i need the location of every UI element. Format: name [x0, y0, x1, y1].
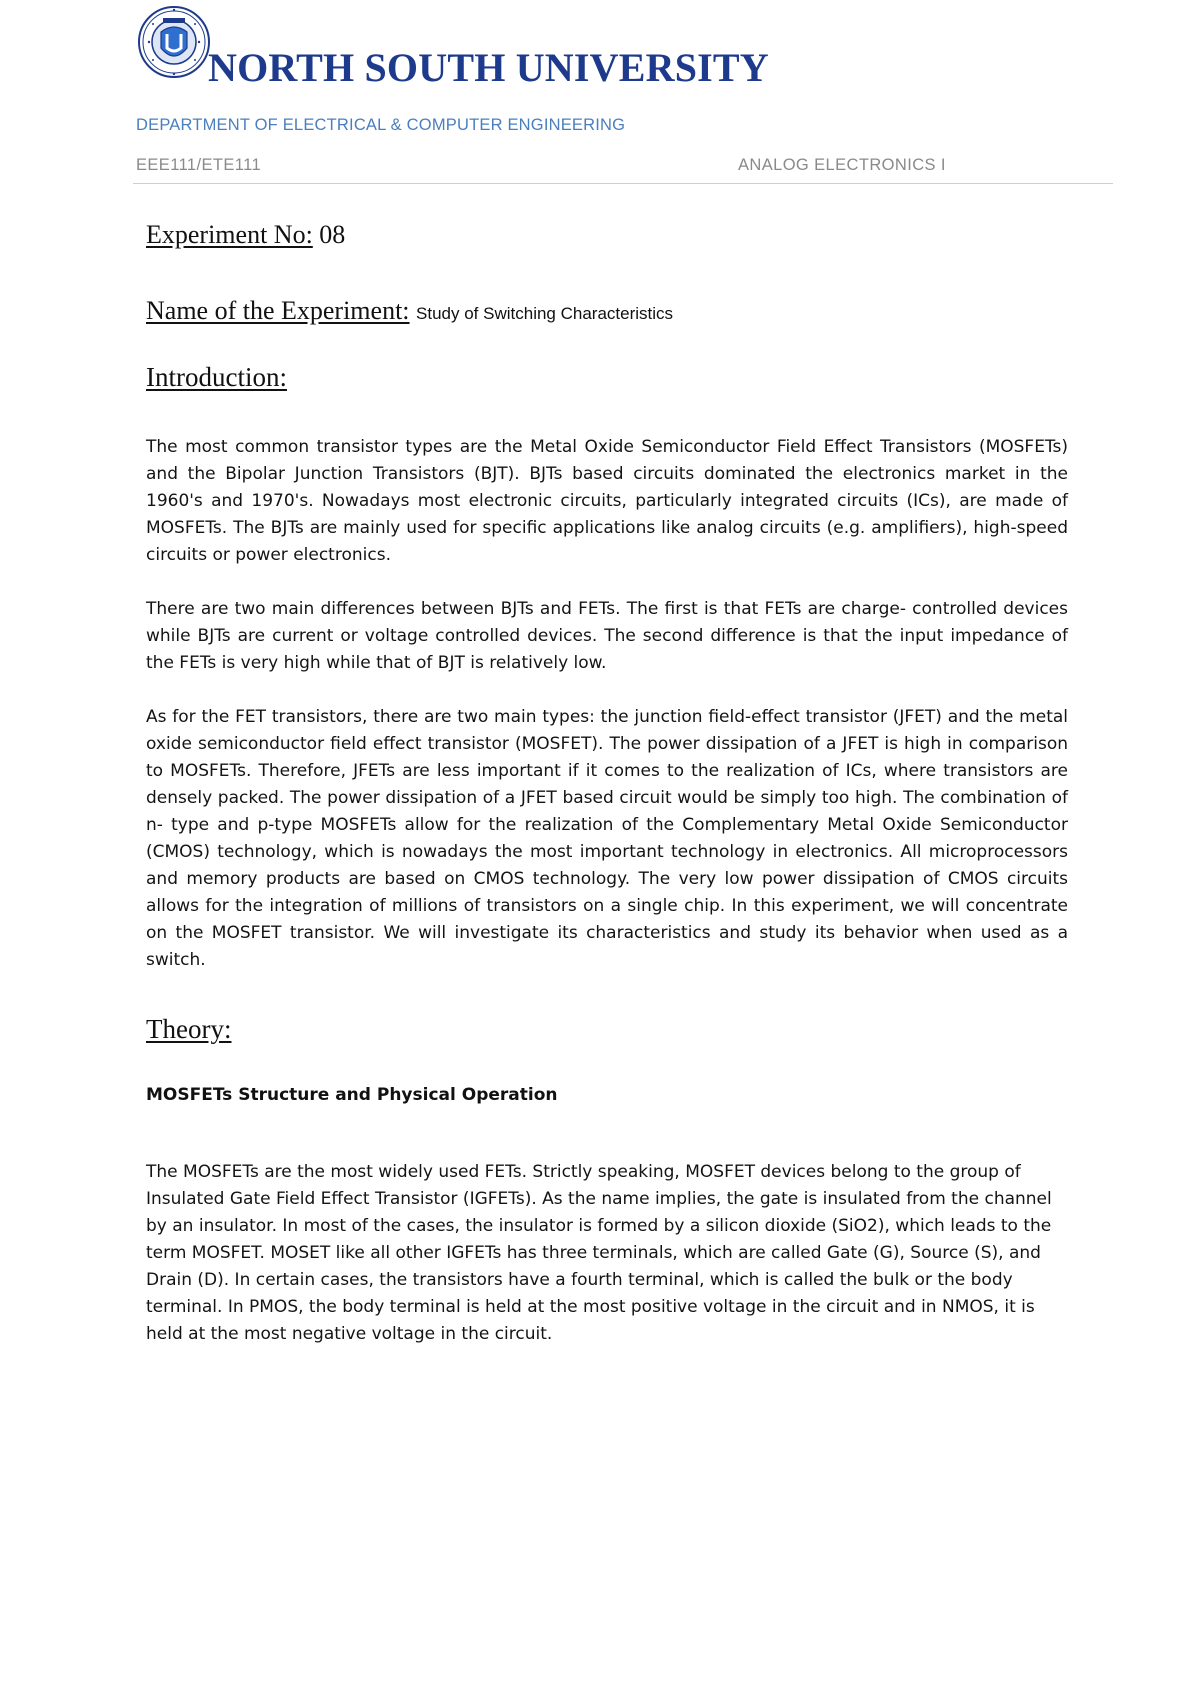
course-code: EEE111/ETE111 — [136, 156, 262, 174]
theory-paragraph: The MOSFETs are the most widely used FETs. Strictly speaking, MOSFET devices belong to the group of Insulated Gate Field Effect Transistor (IGFETs). As the name implies, the gate is insulated from the channel by an insulator. In most of the cases, the insulator is formed by a silicon dioxide (SiO2), which leads to the term MOSFET. MOSET like all other IGFETs has three terminals, which are called Gate (G), Source (S), and Drain (D). In certain cases, the transistors have a fourth terminal, which is called the bulk or the body terminal. In PMOS, the body terminal is held at the most positive voltage in the circuit and in NMOS, it is held at the most negative voltage in the circuit. — [146, 1162, 1052, 1344]
theory-subheading: MOSFETs Structure and Physical Operation — [146, 1085, 558, 1105]
experiment-name-label: Name of the Experiment: — [146, 296, 410, 325]
theory-heading: Theory: — [146, 1014, 232, 1044]
experiment-number-line — [146, 220, 345, 250]
introduction-heading: Introduction: — [146, 362, 287, 392]
department-name: DEPARTMENT OF ELECTRICAL & COMPUTER ENGINEERING — [136, 116, 626, 134]
university-seal-icon — [137, 2, 211, 88]
course-name: ANALOG ELECTRONICS I — [738, 156, 946, 174]
experiment-number: 08 — [319, 220, 346, 249]
introduction-paragraph: As for the FET transistors, there are two main types: the junction field-effect transistor (JFET) and the metal oxide semiconductor field effect transistor (MOSFET). The power dissipation of a JFET is high in comparison to MOSFETs. Therefore, JFETs are less important if it comes to the realization of ICs, where transistors are densely packed. The power dissipation of a JFET based circuit would be simply too high. The combination of n- type and p-type MOSFETs allow for the realization of the Complementary Metal Oxide Semiconductor (CMOS) technology, which is nowadays the most important technology in electronics. All microprocessors and memory products are based on CMOS technology. The very low power dissipation of CMOS circuits allows for the integration of millions of transistors on a single chip. In this experiment, we will concentrate on the MOSFET transistor. We will investigate its characteristics and study its behavior when used as a switch. — [146, 707, 1068, 970]
experiment-name: Study of Switching Characteristics — [416, 304, 674, 323]
university-name: NORTH SOUTH UNIVERSITY — [208, 45, 769, 90]
experiment-number-label: Experiment No: — [146, 220, 313, 249]
experiment-name-line — [146, 296, 673, 326]
introduction-paragraph: The most common transistor types are the Metal Oxide Semiconductor Field Effect Transistors (MOSFETs) and the Bipolar Junction Transistors (BJT). BJTs based circuits dominated the electronics market in the 1960's and 1970's. Nowadays most electronic circuits, particularly integrated circuits (ICs), are made of MOSFETs. The BJTs are mainly used for specific applications like analog circuits (e.g. amplifiers), high-speed circuits or power electronics. — [146, 437, 1068, 565]
header-divider — [133, 183, 1113, 184]
introduction-body — [146, 434, 1068, 1001]
introduction-paragraph: There are two main differences between BJTs and FETs. The first is that FETs are charge- controlled devices while BJTs are current or voltage controlled devices. The second difference is that the input impedance of the FETs is very high while that of BJT is relatively low. — [146, 599, 1068, 673]
